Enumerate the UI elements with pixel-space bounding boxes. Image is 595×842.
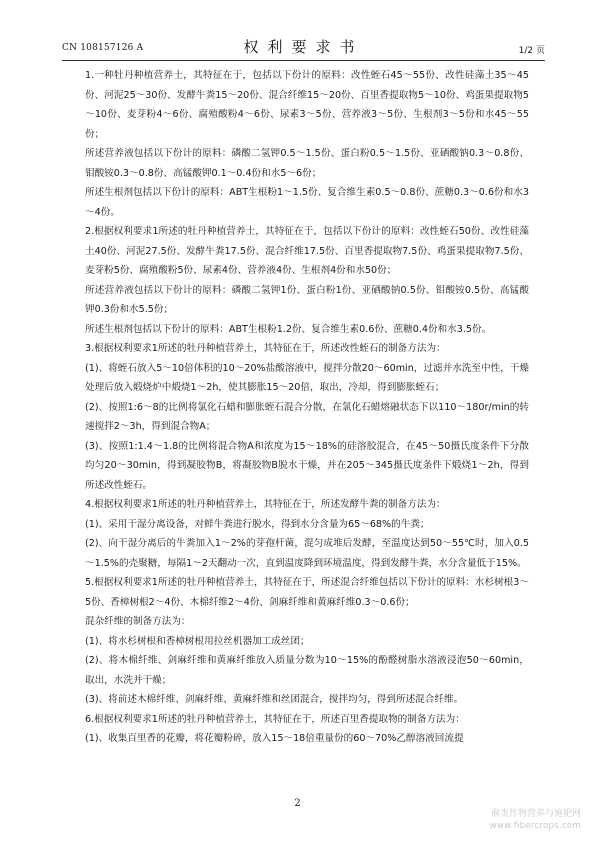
claim-paragraph: 所述营养液包括以下份计的原料：磷酸二氢钾1份、蛋白粉1份、亚硒酸钠0.5份、钼酸铵0.5份、高锰酸钾0.3份和水5.5份； (85, 284, 529, 315)
claim-paragraph: (3)、按照1:1.4～1.8的比例将混合物A和浓度为15～18%的硅溶胶混合，在45～50摄氏度条件下分散均匀20～30min，得到凝胶物B，将凝胶物B脱水干燥，并在205～345摄氏度条件下煅烧1～2h，得到所述改性蛭石。 (85, 440, 529, 491)
claim-paragraph: 混杂纤维的制备方法为： (85, 616, 191, 627)
claim-paragraph: (2)、按照1:6～8的比例将氯化石蜡和膨胀蛭石混合分散，在氯化石蜡熔融状态下以110～180r/min的转速搅拌2～3h，得到混合物A； (85, 401, 529, 432)
watermark (490, 808, 581, 832)
claim-paragraph: 所述生根剂包括以下份计的原料：ABT生根粉1.2份、复合维生素0.6份、蔗糖0.4份和水3.5份。 (85, 323, 492, 335)
watermark-site-name: 麻类作物营养与施肥网 (490, 809, 581, 819)
document-title: 权利要求书 (243, 38, 364, 56)
claim-paragraph: 所述生根剂包括以下份计的原料：ABT生根粉1～1.5份、复合维生素0.5～0.8份、蔗糖0.3～0.6份和水3～4份。 (85, 187, 529, 218)
document-number: CN 108157126 A (62, 43, 144, 53)
page-header (62, 36, 545, 58)
claim-paragraph: 5.根据权利要求1所述的牡丹种植营养土，其特征在于，所述混合纤维包括以下份计的原料：水杉树根3～5份、香樟树根2～4份、木棉纤维2～4份、剑麻纤维和黄麻纤维0.3～0.6份； (85, 577, 529, 608)
claim-paragraph: (2)、将木棉纤维、剑麻纤维和黄麻纤维放入质量分数为10～15%的酚醛树脂水溶液浸泡50～60min，取出，水洗并干燥； (85, 655, 529, 686)
watermark-url: www.fibercrops.com (489, 821, 581, 831)
page-info: 1/2 页 (518, 46, 545, 56)
claim-paragraph: (2)、向干湿分离后的牛粪加入1～2%的芽孢杆菌，混匀成堆后发酵，至温度达到50～55℃时，加入0.5～1.5%的壳聚糖，每隔1～2天翻动一次，直到温度降到环境温度，得到发酵牛粪，水分含量低于15%。 (85, 538, 529, 569)
claims-body (85, 66, 529, 749)
claim-paragraph: 6.根据权利要求1所述的牡丹种植营养土，其特征在于，所述百里香提取物的制备方法为： (85, 713, 465, 725)
page-number: 2 (294, 798, 301, 809)
claim-paragraph: (1)、将蛭石放入5～10倍体积的10～20%盐酸溶液中，搅拌分散20～60min，过滤并水洗至中性，干燥处理后放入煅烧炉中煅烧1～2h，使其膨胀15～20倍，取出，冷却，得到膨胀蛭石； (85, 362, 529, 393)
claim-paragraph: 所述营养液包括以下份计的原料：磷酸二氢钾0.5～1.5份、蛋白粉0.5～1.5份、亚硒酸钠0.3～0.8份、钼酸铵0.3～0.8份、高锰酸钾0.1～0.4份和水5～6份； (85, 148, 529, 179)
claim-paragraph: (1)、采用干湿分离设备，对鲜牛粪进行脱水，得到水分含量为65～68%的牛粪； (85, 518, 430, 530)
claim-paragraph: (3)、将前述木棉纤维、剑麻纤维、黄麻纤维和丝团混合，搅拌均匀，得到所述混合纤维。 (85, 694, 464, 705)
header-rule (62, 60, 545, 61)
claim-paragraph: 3.根据权利要求1所述的牡丹种植营养土，其特征在于，所述改性蛭石的制备方法为： (85, 343, 446, 354)
claim-paragraph: 2.根据权利要求1所述的牡丹种植营养土，其特征在于，包括以下份计的原料：改性蛭石50份、改性硅藻土40份、河泥27.5份、发酵牛粪17.5份、混合纤维17.5份、百里香提取物7.5份、鸡蛋果提取物7.5份、麦芽粉5份、腐殖酸粉5份、尿素4份、营养液4份、生根剂4份和水50份； (85, 226, 529, 276)
claim-paragraph: 4.根据权利要求1所述的牡丹种植营养土，其特征在于，所述发酵牛粪的制备方法为： (85, 499, 446, 510)
claim-paragraph: (1)、将水杉树根和香樟树根用拉丝机器加工成丝团； (85, 635, 310, 647)
claim-paragraph: 1.一种牡丹种植营养土，其特征在于，包括以下份计的原料：改性蛭石45～55份、改性硅藻土35～45份、河泥25～30份、发酵牛粪15～20份、混合纤维15～20份、百里香提取物5～10份、鸡蛋果提取物5～10份、麦芽粉4～6份、腐殖酸粉4～6份、尿素3～5份、营养液3～5份、生根剂3～5份和水45～55份； (85, 70, 529, 140)
claim-paragraph: (1)、收集百里香的花瓣，将花瓣粉碎，放入15～18倍重量份的60～70%乙醇溶液回流提 (85, 733, 464, 744)
